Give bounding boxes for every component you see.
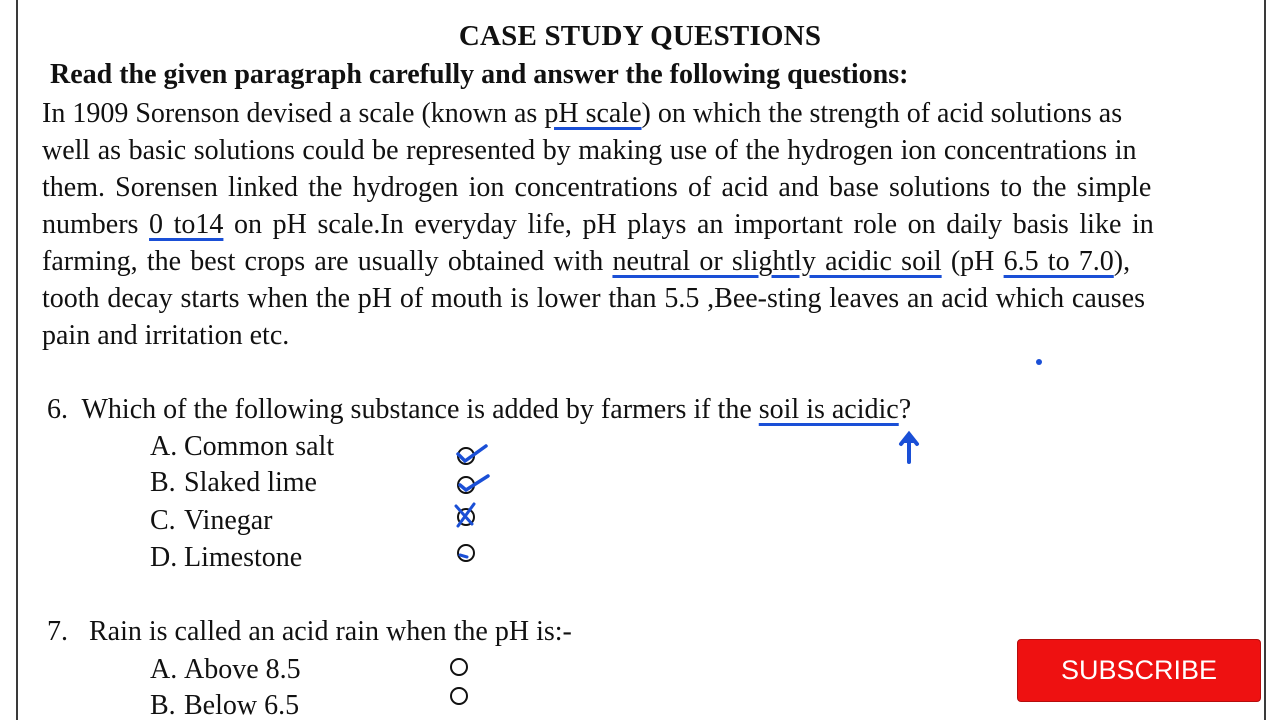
- option-6d[interactable]: [150, 541, 302, 575]
- paragraph-text: (pH: [941, 246, 1004, 277]
- paragraph-text: ) on which the strength of acid solutions as: [641, 98, 1123, 129]
- selection-dot-icon: [455, 545, 475, 565]
- option-text: Slaked lime: [184, 467, 317, 498]
- question-text: Which of the following substance is added by farmers if the: [81, 394, 759, 425]
- question-number: 7.: [47, 616, 68, 647]
- option-6b[interactable]: [150, 466, 317, 500]
- option-letter: A.: [150, 431, 178, 462]
- paragraph-line-3: them. Sorensen linked the hydrogen ion concentrations of acid and base solutions to the simple: [42, 172, 1152, 203]
- option-text: Vinegar: [184, 505, 273, 536]
- option-letter: D.: [150, 542, 178, 573]
- paragraph-text: farming, the best crops are usually obtained with: [42, 246, 613, 277]
- left-border: [16, 0, 18, 720]
- annotation-arrow-icon: [895, 430, 925, 464]
- paragraph-line-7: pain and irritation etc.: [42, 320, 290, 351]
- subscribe-button[interactable]: SUBSCRIBE: [1017, 639, 1261, 702]
- right-border: [1264, 0, 1266, 720]
- option-letter: C.: [150, 505, 176, 536]
- underlined-soil: neutral or slightly acidic soil: [612, 246, 942, 277]
- option-7a[interactable]: [150, 653, 301, 687]
- option-text: Limestone: [184, 542, 303, 573]
- option-7b[interactable]: [150, 689, 299, 723]
- radio-circle-7a[interactable]: [450, 658, 468, 676]
- instruction: Read the given paragraph carefully and answer the following questions:: [50, 59, 909, 90]
- question-number: 6.: [47, 394, 68, 425]
- paragraph-line-5: [42, 245, 1226, 279]
- radio-circle-7b[interactable]: [450, 687, 468, 705]
- underlined-ph-range: 6.5 to 7.0: [1003, 246, 1114, 277]
- paragraph-line-2: well as basic solutions could be represented by making use of the hydrogen ion concentrations in: [42, 135, 1137, 166]
- paragraph-line-6: tooth decay starts when the pH of mouth is lower than 5.5 ,Bee-sting leaves an acid which causes: [42, 283, 1145, 314]
- option-text: Below 6.5: [184, 690, 300, 721]
- underlined-soil-acidic: soil is acidic: [758, 394, 899, 425]
- paragraph-text: In 1909 Sorenson devised a scale (known as: [42, 98, 545, 129]
- page-title: CASE STUDY QUESTIONS: [458, 20, 822, 52]
- option-text: Common salt: [184, 431, 335, 462]
- paragraph-text: ),: [1113, 246, 1131, 277]
- underlined-range: 0 to14: [149, 209, 224, 240]
- option-text: Above 8.5: [184, 654, 301, 685]
- paragraph-text: on pH scale.In everyday life, pH plays an important role on daily basis like in: [223, 209, 1154, 240]
- option-letter: B.: [150, 467, 176, 498]
- paragraph-line-1: [42, 97, 1226, 131]
- checkmark-icon: [452, 438, 492, 468]
- annotation-dot: [1036, 359, 1042, 365]
- option-6c[interactable]: [150, 504, 273, 538]
- underlined-ph-scale: pH scale: [544, 98, 642, 129]
- cross-mark-icon: [450, 500, 490, 530]
- question-6: [47, 393, 911, 427]
- question-text: ?: [898, 394, 912, 425]
- option-6a[interactable]: [150, 430, 334, 464]
- question-text: Rain is called an acid rain when the pH is:-: [89, 616, 572, 647]
- option-letter: B.: [150, 690, 176, 721]
- option-letter: A.: [150, 654, 178, 685]
- question-7: [47, 615, 572, 649]
- checkmark-icon: [452, 468, 492, 498]
- paragraph-line-4: [42, 208, 1226, 242]
- paragraph-text: numbers: [42, 209, 150, 240]
